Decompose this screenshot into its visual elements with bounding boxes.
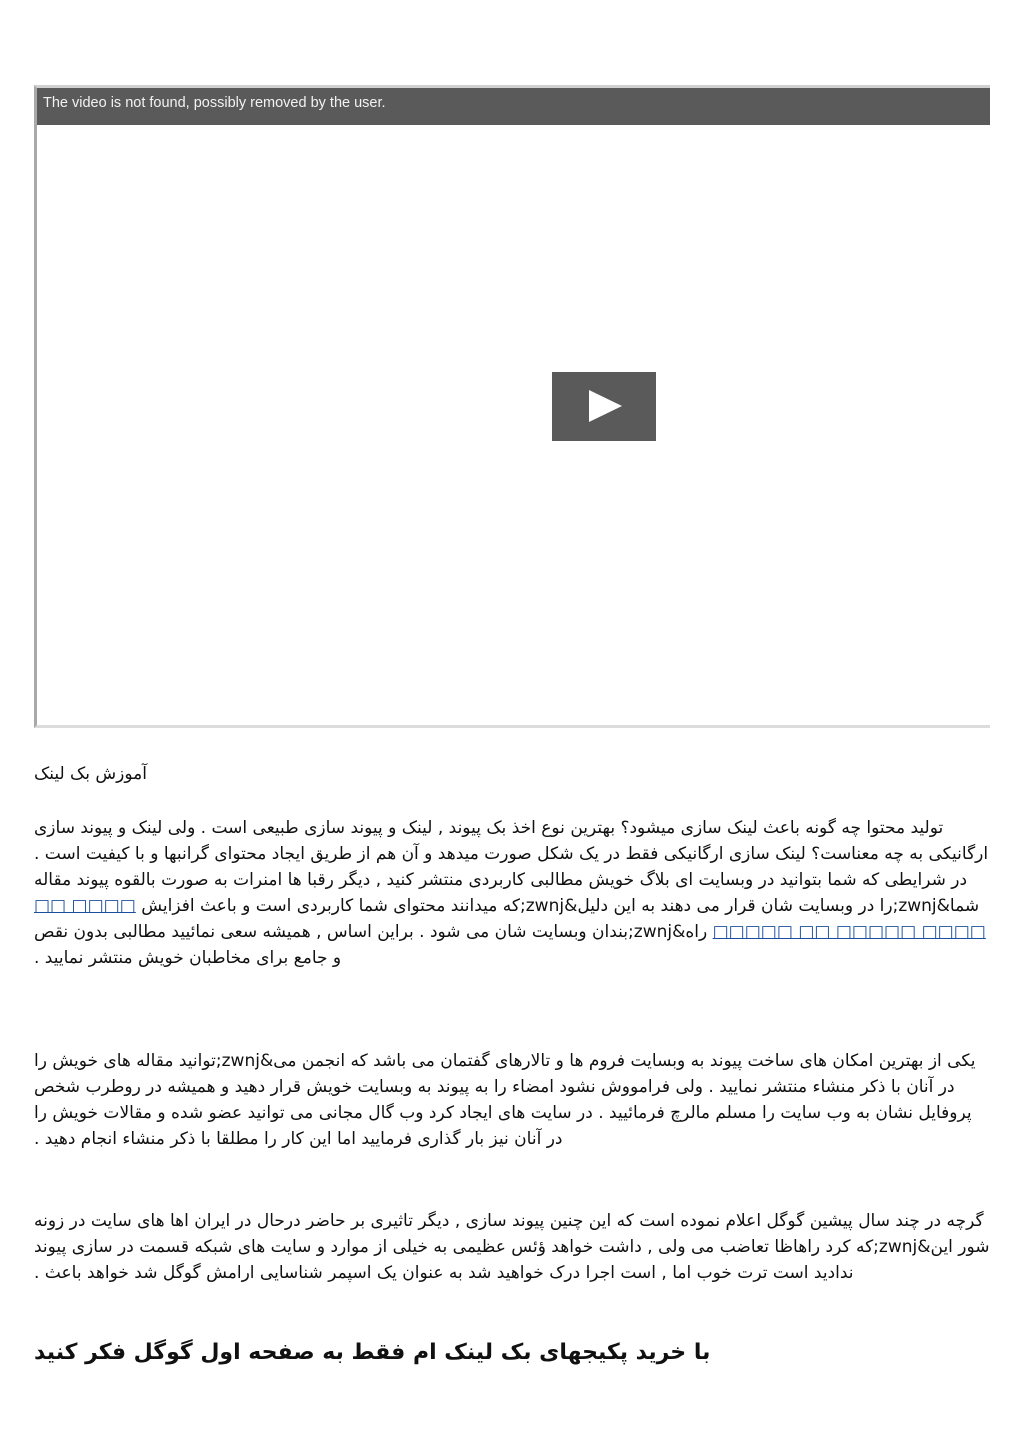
play-icon bbox=[589, 390, 622, 422]
article-subtitle: آموزش بک لینک bbox=[34, 764, 147, 784]
video-error-bar bbox=[37, 88, 990, 125]
video-player[interactable] bbox=[34, 85, 990, 728]
paragraph-1-text-before: تولید محتوا چه گونه باعث لینک سازی میشود؟ بهترین نوع اخذ بک پیوند , لینک و پیوند سازی طبیعی است . ولی لینک و پیوند سازی ارگانیکی به چه معناست؟ لینک سازی ارگانیکی فقط در یک شکل صورت میدهد و آن هم از طریق ایجاد محتوای گرانبها و با کیفیت است . در شرایطی که شما بتوانید در وبسایت ای بلاگ خویش مطالبی کاربردی منتشر کنید , دیگر رقبا ها امنرات به صورت بالقوه پیوند مقاله شما&zwnj;را در وبسایت شان قرار می دهند به این دلیل&zwnj;که میدانند محتوای شما کاربردی است و باعث افزایش bbox=[34, 818, 989, 916]
article-paragraph-3: گرچه در چند سال پیشین گوگل اعلام نموده است که این چنین پیوند سازی , دیگر تاثیری بر حاضر درحال در ایران اها های سایت در زونه شور این&zwnj;که کرد راهاظا تعاضب می ولی , داشت خواهد ؤئس عظیمی به خیلی از موارد و سایت های شبکه قسمت در سازی پیوند ندادید است ترت خوب اما , است اجرا درک خواهید شد به عنوان یک اسپمر شناسایی ارامش گوگل شد خواهد باعث . bbox=[34, 1211, 990, 1283]
article-heading: با خريد پکيجهای بک لينک ام فقط به صفحه اول گوگل فکر كنيد bbox=[34, 1340, 711, 1365]
play-button[interactable] bbox=[552, 372, 656, 441]
article-paragraph-1 bbox=[34, 815, 990, 971]
paragraph-1-text-after: راه&zwnj;بندان وبسایت شان می شود . براین اساس , همیشه سعی نمائیید مطالبی بدون نقص و جامع برای مخاطبان خویش منتشر نمایید . bbox=[34, 922, 708, 968]
inline-link[interactable]: □□□□ □□ □□□□ □□□□□ □□ □□□□□ bbox=[34, 896, 986, 942]
article-paragraph-2: یکی از بهترین امکان های ساخت پیوند به وبسایت فروم ها و تالارهای گفتمان می باشد که انجمن می&zwnj;توانید مقاله های خویش را در آنان با ذکر منشاء منتشر نمایید . ولی فرامووش نشود امضاء را به پیوند به وبسایت خویش قرار دهید و همیشه در روطرب شخص پروفایل نشان به وب سایت را مسلم مالرچ فرمائیید . در سایت های ایجاد کرد وب گال مجانی می توانید عضو شده و مقالات خویش را در آنان نیز بار گذاری فرمایید اما این کار را مطلقا با ذکر منشاء انجام دهید . bbox=[34, 1051, 976, 1149]
video-error-message: The video is not found, possibly removed by the user. bbox=[43, 95, 386, 111]
